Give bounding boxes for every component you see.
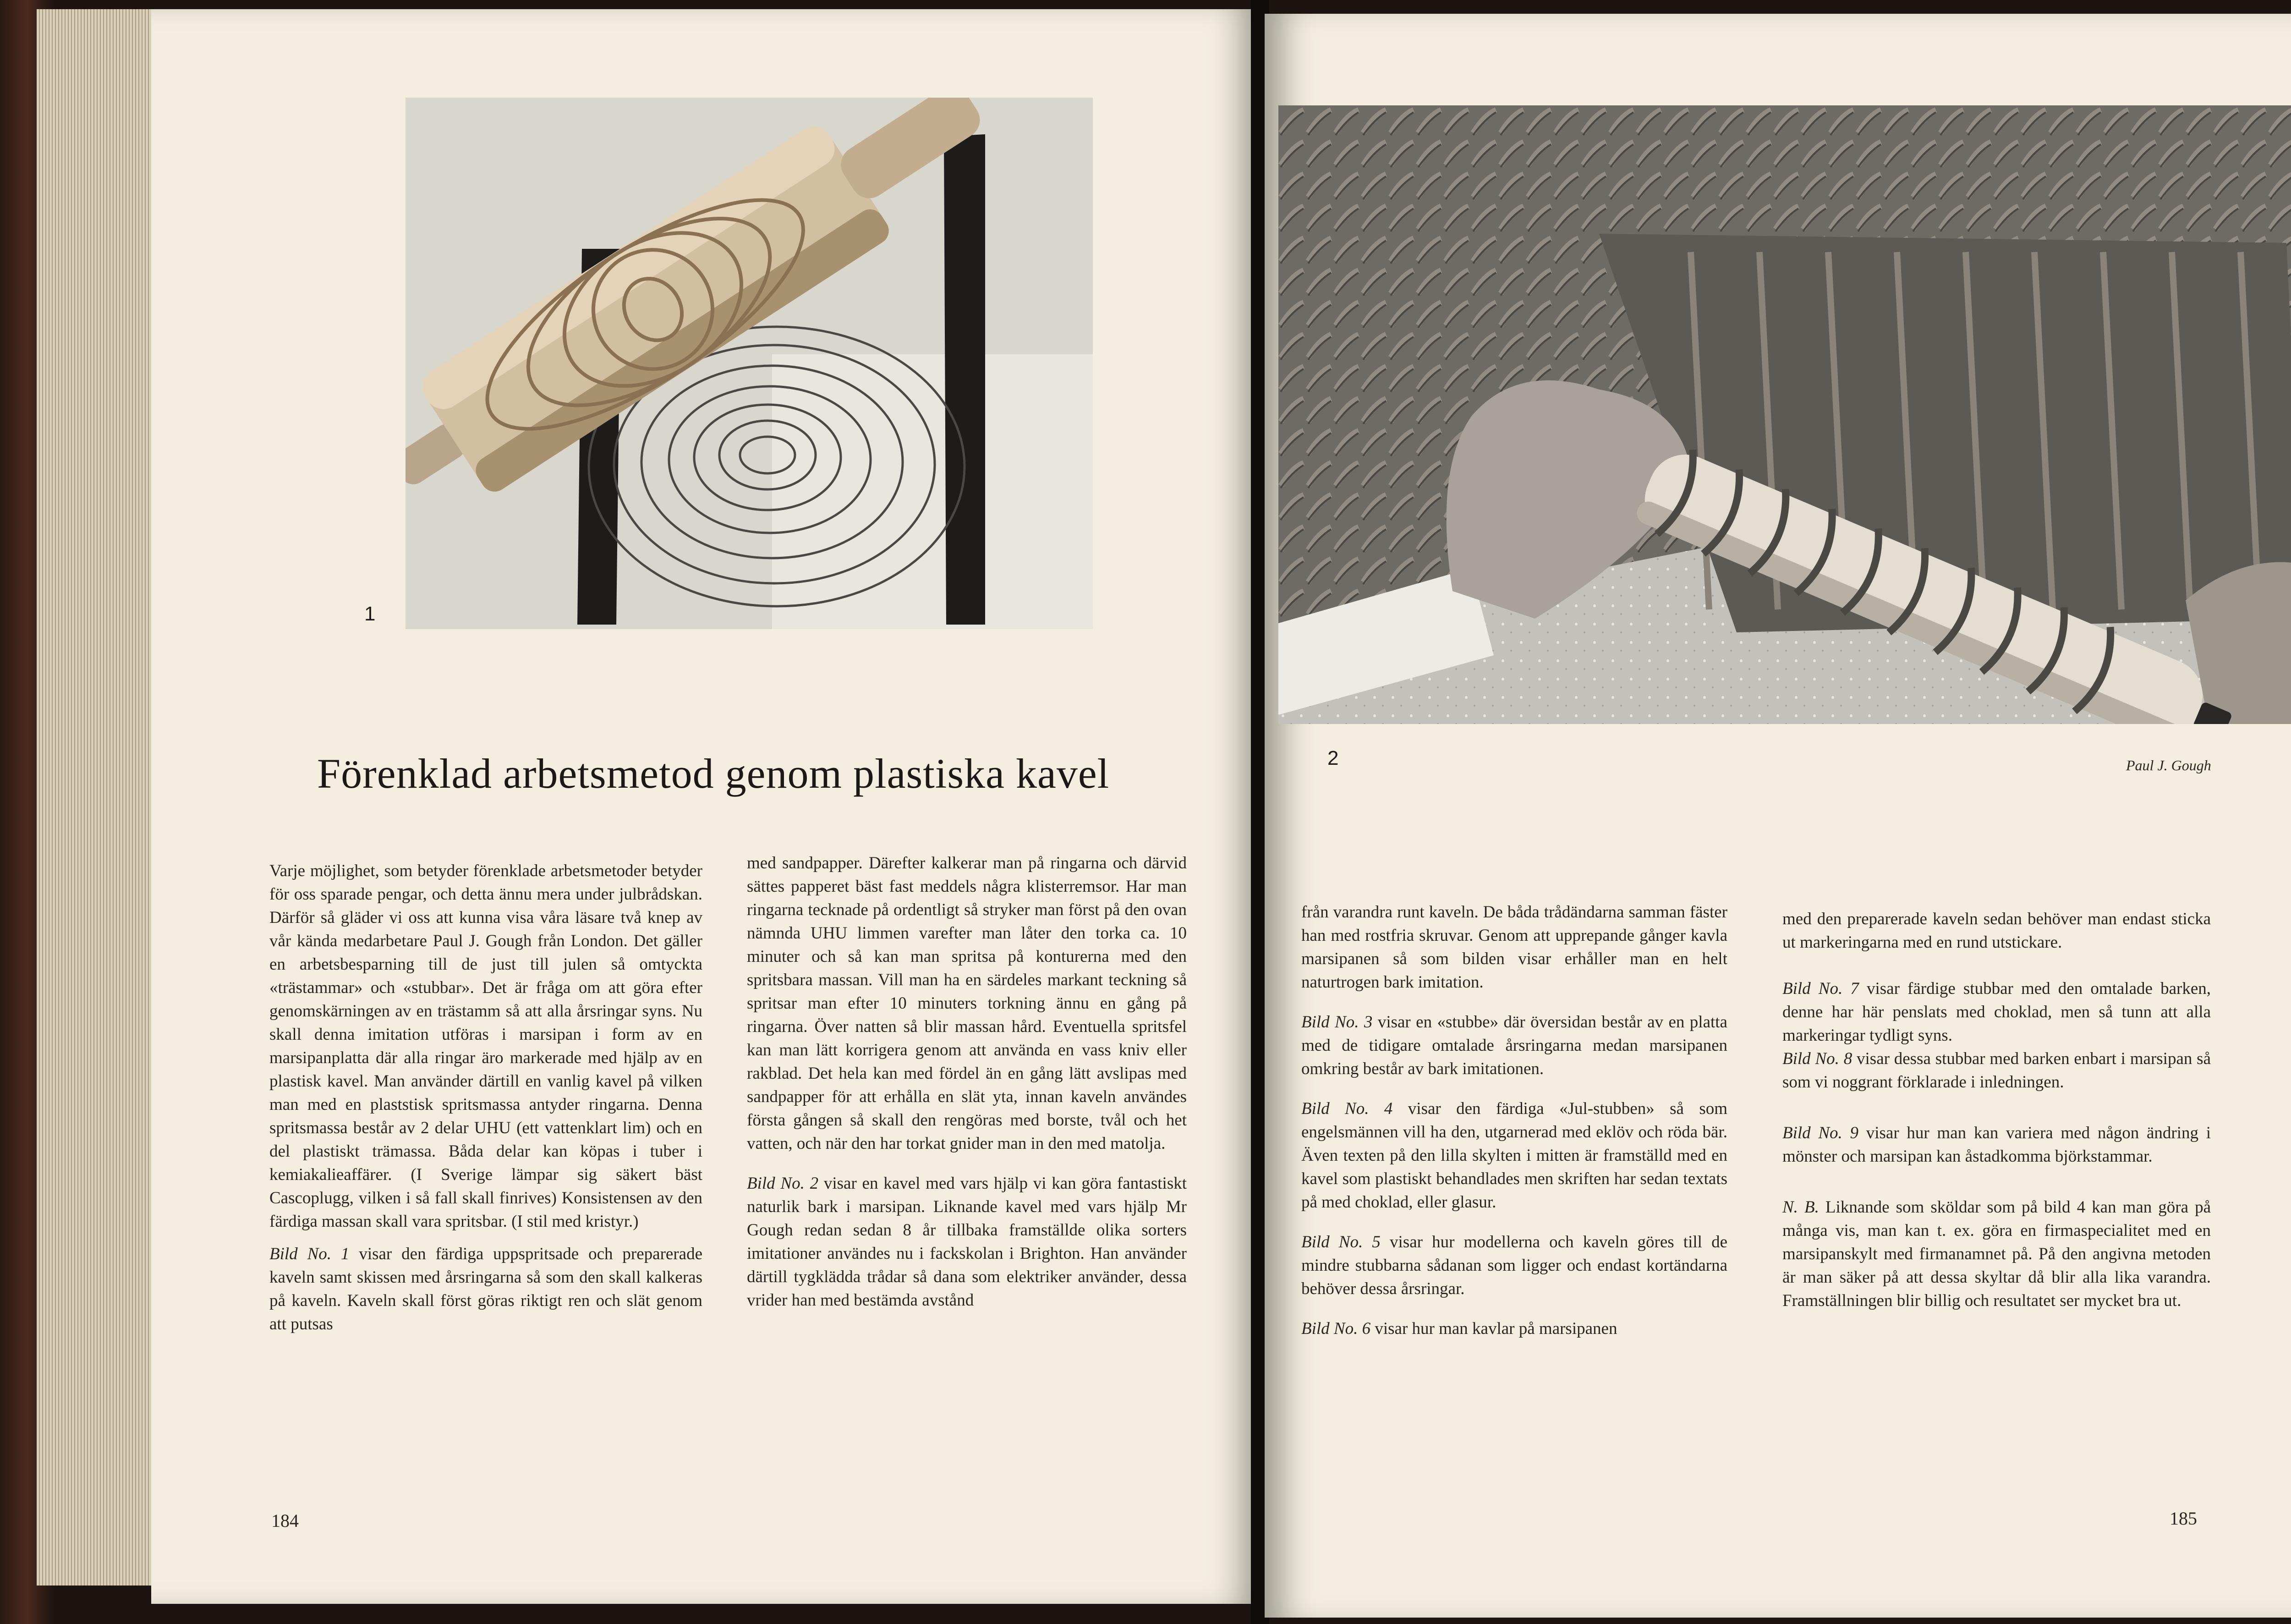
caption-label: Bild No. 4 bbox=[1301, 1099, 1393, 1118]
figure-2-number: 2 bbox=[1327, 747, 1339, 769]
column-3-paragraph: från varandra runt kaveln. De båda trådändarna samman fäster han med rostfria skruvar. Genom att upprepande gånger kavla marsipanen så som bilden visar erhåller man en helt naturtrogen bark imitation. bbox=[1301, 903, 1727, 992]
caption-text: visar dessa stubbar med barken enbart i marsipan så som vi noggrant förklarade i inledningen. bbox=[1782, 1049, 2211, 1092]
caption-text: visar den färdiga uppspritsade och preparerade kaveln samt skissen med årsringarna så som den skall kalkeras på kaveln. Kaveln skall först göras riktigt ren och slät genom att putsas bbox=[269, 1245, 702, 1333]
caption-bild-9 bbox=[1782, 1121, 2211, 1168]
caption-label: Bild No. 9 bbox=[1782, 1124, 1859, 1142]
caption-text: visar en kavel med vars hjälp vi kan göra fantastiskt naturlik bark i marsipan. Liknande kavel med vars hjälp Mr Gough redan sedan 8 år tillbaka framställde olika sorters imitationer användes nu i fackskolan i Brighton. Han använder därtill tygklädda trådar så dana som elektriker använder, dessa vrider han med bestämda avstånd bbox=[747, 1174, 1187, 1310]
page-edges bbox=[37, 9, 160, 1586]
caption-label: Bild No. 5 bbox=[1301, 1233, 1381, 1251]
caption-text: visar en «stubbe» där översidan består av en platta med de tidigare omtalade årsringarna medan marsipanen omkring består av bark imitationen. bbox=[1301, 1013, 1727, 1078]
caption-bild-4 bbox=[1301, 1097, 1727, 1214]
article-column-1 bbox=[269, 859, 702, 1345]
column-2-caption-bild-2 bbox=[747, 1172, 1187, 1312]
photo-rolling-pin-rings bbox=[406, 98, 1093, 629]
caption-label: Bild No. 8 bbox=[1782, 1049, 1853, 1068]
photo-credit: Paul J. Gough bbox=[2126, 757, 2211, 774]
caption-bild-3 bbox=[1301, 1010, 1727, 1081]
page-number-left: 184 bbox=[271, 1510, 299, 1531]
caption-label: N. B. bbox=[1782, 1198, 1819, 1217]
caption-bild-5 bbox=[1301, 1230, 1727, 1300]
page-number-right: 185 bbox=[2170, 1508, 2197, 1529]
caption-text: visar hur man kavlar på marsipanen bbox=[1370, 1319, 1617, 1338]
caption-nb bbox=[1782, 1196, 2211, 1312]
caption-text: visar färdige stubbar med den omtalade barken, denne har här penslats med choklad, men så tunn att alla markeringar tydligt syns. bbox=[1782, 979, 2211, 1045]
bark-rolling-illustration bbox=[1278, 105, 2291, 724]
caption-text: Liknande som sköldar som på bild 4 kan man göra på många vis, man kan t. ex. göra en firmaspecialitet med en marsipanskylt med firmanamnet på. På den angivna metoden är man säker på att dessa skyltar då blir alla lika varandra. Framställningen blir billig och resultatet ser mycket bra ut. bbox=[1782, 1198, 2211, 1310]
article-column-2 bbox=[747, 851, 1187, 1321]
caption-label: Bild No. 1 bbox=[269, 1245, 350, 1263]
caption-label: Bild No. 3 bbox=[1301, 1013, 1373, 1031]
figure-1-number: 1 bbox=[364, 603, 376, 625]
caption-text: visar hur man kan variera med någon ändring i mönster och marsipan kan åstadkomma björkstammar. bbox=[1782, 1124, 2211, 1166]
column-1-caption-bild-1 bbox=[269, 1242, 702, 1336]
caption-bild-7 bbox=[1782, 977, 2211, 1047]
article-column-4 bbox=[1782, 907, 2211, 1322]
right-page bbox=[1265, 14, 2291, 1618]
caption-text: visar hur modellerna och kaveln göres till de mindre stubbarna sådanan som ligger och endast kortändarna behöver dessa årsringar. bbox=[1301, 1233, 1727, 1298]
caption-label: Bild No. 6 bbox=[1301, 1319, 1371, 1338]
caption-label: Bild No. 7 bbox=[1782, 979, 1859, 998]
article-headline: Förenklad arbetsmetod genom plastiska kavel bbox=[317, 750, 1110, 797]
column-2-paragraph: med sandpapper. Därefter kalkerar man på ringarna och därvid sättes papperet bäst fast meddels några klisterremsor. Har man ringarna tecknade på ordentligt så stryker man först på den ovan nämnda UHU limmen varefter man låter den torka ca. 10 minuter och så kan man spritsa på konturerna med den spritsbara massan. Vill man ha en särdeles markant teckning så spritsar man efter 10 minuters torkning ännu en gång på ringarna. Över natten så blir massan hård. Eventuella spritsfel kan man lätt korrigera genom att använda en vass kniv eller rakblad. Det hela kan med fördel än en gång lätt avslipas med sandpapper för att erhålla en slät yta, innan kaveln användes första gången så skall den rengöras med borste, tvål och het vatten, och när den har torkat gnider man in den med matolja. bbox=[747, 854, 1187, 1153]
column-4-paragraph: med den preparerade kaveln sedan behöver man endast sticka ut markeringarna med en rund utstickare. bbox=[1782, 910, 2211, 952]
left-page bbox=[151, 9, 1255, 1604]
column-1-paragraph: Varje möjlighet, som betyder förenklade arbetsmetoder betyder för oss sparade pengar, och detta ännu mera under julbrådskan. Därför så gläder vi oss att kunna visa våra läsare två knep av vår kända medarbetare Paul J. Gough från London. Det gäller en arbetsbesparning till de just till julen så omtyckta «trästammar» och «stubbar». Det är fråga om att göra efter genomskärningen av en trästamm så att alla årsringar syns. Nu skall denna imitation utföras i marsipan i form av en marsipanplatta där alla ringar äro markerade med hjälp av en plastisk kavel. Man använder därtill en vanlig kavel på vilken man med en plaststisk spritsmassa antyder ringarna. Denna spritsmassa består av 2 delar UHU (ett vattenklart lim) och en del plastiskt trämassa. Båda delar kan köpas i tuber i kemiakalieaffärer. (I Sverige lämpar sig säkert bäst Cascoplugg, vilken i så fall skall finrives) Konsistensen av den färdiga massan skall vara spritsbar. (I stil med kristyr.) bbox=[269, 861, 702, 1231]
article-column-3 bbox=[1301, 900, 1727, 1350]
rolling-pin-illustration bbox=[406, 98, 1093, 629]
caption-bild-8 bbox=[1782, 1047, 2211, 1094]
caption-label: Bild No. 2 bbox=[747, 1174, 819, 1193]
photo-rolling-bark bbox=[1278, 105, 2291, 724]
caption-text: visar den färdiga «Jul-stubben» så som engelsmännen vill ha den, utgarnerad med eklöv och röda bär. Även texten på den lilla skylten i mitten är framställd med en kavel som plastiskt behandlades men skriften har sedan textats på med choklad, eller glasur. bbox=[1301, 1099, 1727, 1212]
caption-bild-6 bbox=[1301, 1317, 1727, 1340]
